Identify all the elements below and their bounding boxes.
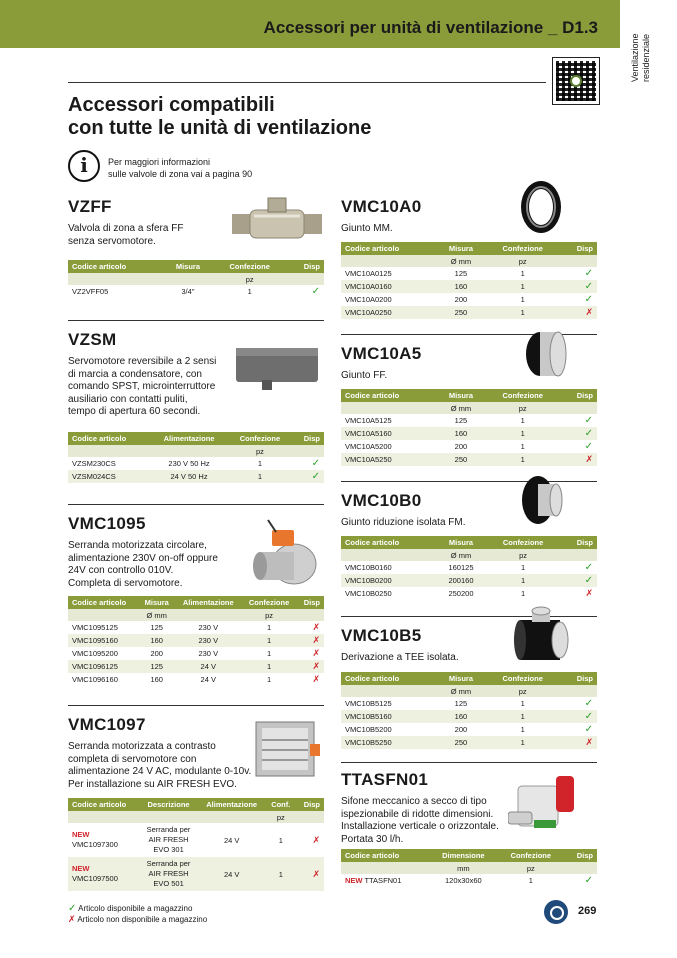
ball-valve-image (232, 196, 324, 246)
unavailable-cross-icon: ✗ (585, 307, 593, 317)
product-name: VMC10B0 (341, 491, 422, 510)
table-row: VMC1096160 160 24 V 1 ✗ (72, 674, 320, 684)
table-vmc1095: Codice articolo Misura Alimentazione Confezione Disp Ø mm pz VMC1095125 125 230 V 1 ✗ VMC1095160 160 230 V 1 ✗ VMC1095200 200 230 V 1 ✗ VMC1096125 125 24 V 1 ✗ VMC1096160 160 24 V 1 ✗ (68, 596, 324, 686)
table-row: VMC10A5250 250 1 ✗ (341, 453, 597, 466)
product-description: Giunto riduzione isolata FM. (341, 517, 466, 528)
product-description: Valvola di zona a sfera FF senza servomotore. (68, 223, 184, 247)
product-name: VMC1097 (68, 715, 146, 734)
table-vzff: Codice articolo Misura Confezione Disp pz VZ2VFF05 3/4" 1 ✓ (68, 260, 324, 298)
table-vmc1097: Codice articolo Descrizione Alimentazione Conf. Disp pz NEW VMC1097300 Serranda per AIR FRESH EVO 301 24 V 1 ✗ NEW VMC1097500 Serranda per AIR FRESH EVO 501 24 V 1 ✗ (68, 798, 324, 891)
table-vzsm: Codice articolo Alimentazione Confezione Disp pz VZSM230CS 230 V 50 Hz 1 ✓ VZSM024CS 24 V 50 Hz 1 ✓ (68, 432, 324, 483)
unavailable-cross-icon: ✗ (585, 588, 593, 598)
table-ttasfn01: Codice articolo Dimensione Confezione Disp mm pz NEW TTASFN01 120x30x60 1 ✓ (341, 849, 597, 887)
product-vmc10b5 (341, 626, 516, 665)
servomotor-image (234, 344, 324, 392)
table-row: VMC10B0250 250200 1 ✗ (345, 588, 593, 598)
available-check-icon: ✓ (584, 441, 593, 452)
table-row: VMC10A0160 160 1 ✓ (341, 280, 597, 293)
table-row: VMC10B5125 125 1 ✓ (345, 698, 593, 709)
available-check-icon: ✓ (584, 562, 593, 573)
table-row: VMC10A0250 250 1 ✗ (341, 306, 597, 319)
page-title (68, 94, 371, 140)
product-description: Derivazione a TEE isolata. (341, 652, 459, 663)
table-row: VMC10A5125 125 1 ✓ (345, 415, 593, 426)
unavailable-cross-icon: ✗ (312, 635, 320, 645)
unavailable-cross-icon: ✗ (312, 868, 320, 879)
available-check-icon: ✓ (584, 711, 593, 722)
brand-logo-icon (544, 900, 568, 924)
page-number: 269 (578, 905, 597, 917)
rectangular-damper-image (254, 718, 324, 780)
table-row: VMC10A0125 125 1 ✓ (345, 268, 593, 279)
product-vmc1095 (68, 514, 258, 590)
available-check-icon: ✓ (584, 698, 593, 709)
unavailable-cross-icon: ✗ (312, 674, 320, 684)
unavailable-cross-icon: ✗ (312, 661, 320, 671)
table-row: VZSM230CS 230 V 50 Hz 1 ✓ (72, 458, 320, 469)
side-tab (620, 0, 677, 958)
product-vmc10b0 (341, 491, 516, 530)
table-vmc10b0: Codice articolo Misura Confezione Disp Ø mm pz VMC10B0160 160125 1 ✓ VMC10B0200 200160 1 ✓ VMC10B0250 250200 1 ✗ (341, 536, 597, 600)
table-row: VMC10B5200 200 1 ✓ (345, 724, 593, 735)
table-row: VMC1095160 160 230 V 1 ✗ (68, 634, 324, 647)
page-title-line2: con tutte le unità di ventilazione (68, 117, 372, 139)
unavailable-cross-icon: ✗ (312, 648, 320, 658)
table-row: VMC1095200 200 230 V 1 ✗ (72, 648, 320, 658)
product-vmc10a0 (341, 197, 511, 236)
unavailable-cross-icon: ✗ (585, 454, 593, 464)
table-row: VZ2VFF05 3/4" 1 ✓ (72, 286, 320, 297)
product-vmc1097 (68, 715, 278, 791)
available-check-icon: ✓ (584, 428, 593, 439)
product-description: Serranda motorizzata a contrasto completa di servomotore con alimentazione 24 V AC, modulante 0-10v. Per installazione su AIR FRESH EVO. (68, 741, 252, 790)
table-vmc10a0: Codice articolo Misura Confezione Disp Ø mm pz VMC10A0125 125 1 ✓ VMC10A0160 160 1 ✓ VMC10A0200 200 1 ✓ VMC10A0250 250 1 ✗ (341, 242, 597, 319)
table-row: NEW VMC1097300 Serranda per AIR FRESH EVO 301 24 V 1 ✗ (72, 825, 320, 854)
table-row: VMC10B5250 250 1 ✗ (341, 736, 597, 749)
available-check-icon: ✓ (311, 458, 320, 469)
joint-mm-image (512, 178, 570, 236)
legend: ✓ Articolo disponibile a magazzino ✗ Articolo non disponibile a magazzino (68, 903, 208, 924)
siphon-image (508, 770, 578, 836)
available-check-icon: ✓ (584, 875, 593, 886)
table-row: VMC1096125 125 24 V 1 ✗ (68, 660, 324, 673)
table-vmc10a5: Codice articolo Misura Confezione Disp Ø mm pz VMC10A5125 125 1 ✓ VMC10A5160 160 1 ✓ VMC10A5200 200 1 ✓ VMC10A5250 250 1 ✗ (341, 389, 597, 466)
product-description: Giunto MM. (341, 223, 393, 234)
table-vmc10b5: Codice articolo Misura Confezione Disp Ø mm pz VMC10B5125 125 1 ✓ VMC10B5160 160 1 ✓ VMC10B5200 200 1 ✓ VMC10B5250 250 1 ✗ (341, 672, 597, 749)
tee-branch-image (512, 606, 576, 668)
info-icon: i (68, 150, 100, 182)
unavailable-cross-icon: ✗ (585, 737, 593, 747)
joint-ff-image (514, 326, 570, 382)
qr-code-icon[interactable] (553, 58, 599, 104)
table-row: NEW TTASFN01 120x30x60 1 ✓ (345, 875, 593, 886)
product-vmc10a5 (341, 344, 511, 383)
product-name: VZFF (68, 197, 112, 216)
table-row: VMC1095125 125 230 V 1 ✗ (72, 622, 320, 632)
product-name: VMC10B5 (341, 626, 422, 645)
info-text: Per maggiori informazioni sulle valvole di zona vai a pagina 90 (108, 157, 253, 179)
product-name: TTASFN01 (341, 770, 429, 789)
reduction-joint-image (514, 472, 570, 528)
product-name: VMC1095 (68, 514, 146, 533)
header-bar (0, 0, 620, 48)
table-row: VMC10B0200 200160 1 ✓ (341, 574, 597, 587)
product-name: VMC10A0 (341, 197, 422, 216)
cross-icon: ✗ (68, 914, 76, 924)
product-ttasfn01 (341, 770, 516, 846)
table-row: VMC10A5200 200 1 ✓ (345, 441, 593, 452)
available-check-icon: ✓ (584, 268, 593, 279)
table-row: VMC10A0200 200 1 ✓ (345, 294, 593, 305)
side-label: Ventilazione residenziale (630, 33, 651, 82)
available-check-icon: ✓ (584, 724, 593, 735)
table-row: NEW VMC1097500 Serranda per AIR FRESH EVO 501 24 V 1 ✗ (68, 857, 324, 891)
unavailable-cross-icon: ✗ (312, 622, 320, 632)
product-description: Sifone meccanico a secco di tipo ispezionabile di ridotte dimensioni. Installazione verticale o orizzontale. Portata 30 l/h. (341, 796, 499, 845)
product-vzsm (68, 330, 248, 419)
check-icon: ✓ (68, 903, 77, 914)
available-check-icon: ✓ (584, 575, 593, 586)
divider (68, 82, 546, 83)
product-name: VMC10A5 (341, 344, 422, 363)
available-check-icon: ✓ (584, 281, 593, 292)
page-header-title: Accessori per unità di ventilazione _ D1.3 (263, 18, 598, 37)
available-check-icon: ✓ (584, 294, 593, 305)
unavailable-cross-icon: ✗ (312, 834, 320, 845)
table-row: VMC10B0160 160125 1 ✓ (345, 562, 593, 573)
product-description: Serranda motorizzata circolare, alimentazione 230V on-off oppure 24V con controllo 010V. Completa di servomotore. (68, 540, 218, 589)
product-name: VZSM (68, 330, 117, 349)
available-check-icon: ✓ (584, 415, 593, 426)
available-check-icon: ✓ (311, 286, 320, 297)
table-row: VMC10B5160 160 1 ✓ (341, 710, 597, 723)
product-description: Giunto FF. (341, 370, 388, 381)
circular-damper-image (246, 512, 324, 588)
table-row: VZSM024CS 24 V 50 Hz 1 ✓ (68, 470, 324, 483)
product-description: Servomotore reversibile a 2 sensi di marcia a condensatore, con comando SPST, microinterruttore ausiliario con contatti puliti, tempo di apertura 60 secondi. (68, 356, 217, 417)
page-title-line1: Accessori compatibili (68, 94, 275, 116)
available-check-icon: ✓ (311, 471, 320, 482)
table-row: VMC10A5160 160 1 ✓ (341, 427, 597, 440)
